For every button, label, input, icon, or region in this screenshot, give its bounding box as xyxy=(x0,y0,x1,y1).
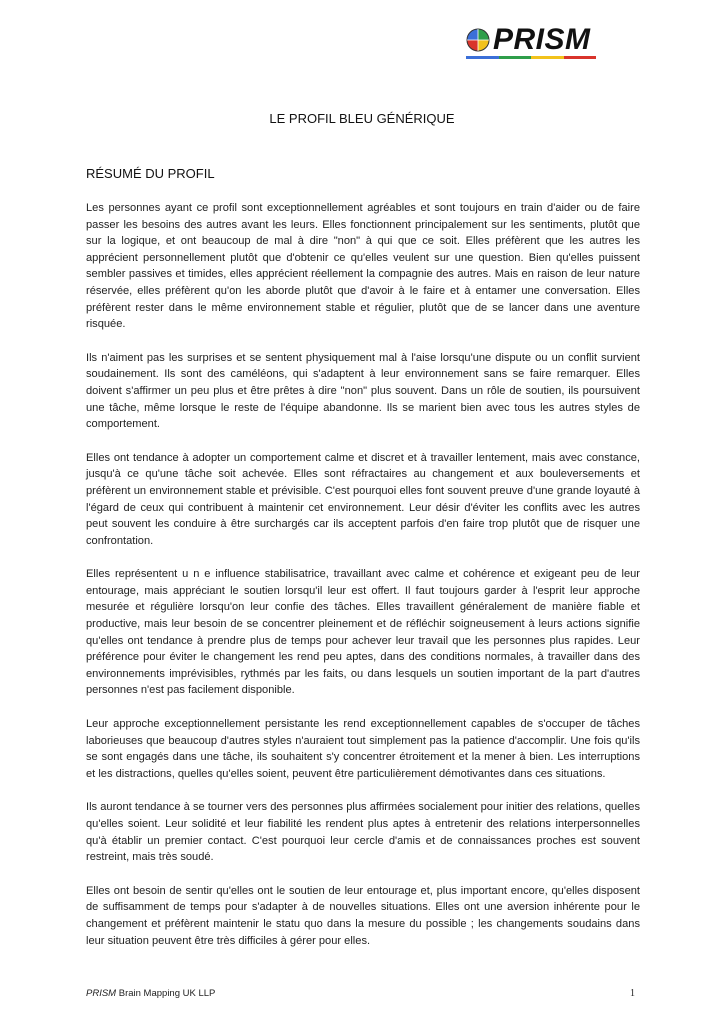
document-title: LE PROFIL BLEU GÉNÉRIQUE xyxy=(269,111,455,126)
section-title: RÉSUMÉ DU PROFIL xyxy=(86,166,215,181)
paragraph: Ils n'aiment pas les surprises et se sentent physiquement mal à l'aise lorsqu'une dispute ou un conflit survient soudainement. Ils sont des caméléons, qui s'adaptent à leur environnement sans se faire remarquer. Elles doivent s'affirmer un peu plus et être prêtes à dire "non" plus souvent. Dans un rôle de soutien, ils poursuivent une tâche, même lorsque le reste de l'équipe abandonne. Ils se marient bien avec tous les autres styles de comportement. xyxy=(86,351,640,431)
footer-brand: PRISM xyxy=(86,988,117,999)
paragraph: Elles ont besoin de sentir qu'elles ont le soutien de leur entourage et, plus important encore, qu'elles disposent de suffisamment de temps pour s'adapter à de nouvelles situations. Elles ont une aversion inhérente pour le changement et préfèrent maintenir le statu quo dans la mesure du possible ; les changements soudains dans leur situation peuvent être très difficiles à gérer pour elles. xyxy=(86,884,640,947)
brain-logo-icon xyxy=(466,28,490,52)
footer-company-name: Brain Mapping UK LLP xyxy=(116,988,216,999)
paragraph: Leur approche exceptionnellement persistante les rend exceptionnellement capables de s'occuper de tâches laborieuses que beaucoup d'autres styles n'auraient tout simplement pas la patience d'accomplir. Une fois qu'ils se sont engagés dans une tâche, ils souhaitent s'y concentrer étroitement et la mener à bien. Les interruptions et les distractions, quelles qu'elles soient, peuvent être particulièrement démotivantes dans ces situations. xyxy=(86,718,640,780)
logo-text: PRISM xyxy=(493,23,591,56)
paragraph: Elles ont tendance à adopter un comportement calme et discret et à travailler lentement, mais avec constance, jusqu'à ce qu'une tâche soit achevée. Elles sont réfractaires au changement et aux bouleversements et préfèrent un environnement stable et prévisible. C'est pourquoi elles font souvent preuve d'une grande loyauté à l'égard de ceux qui contribuent à maintenir cet environnement. Leur désir d'éviter les conflits avec les autres peut souvent les conduire à être surchargés car ils acceptent parfois d'en faire trop plutôt que de risquer une confrontation. xyxy=(86,451,640,547)
prism-logo xyxy=(466,23,596,61)
logo-color-bar xyxy=(466,56,596,59)
page-number: 1 xyxy=(630,988,635,999)
body-text xyxy=(86,200,640,966)
paragraph: Les personnes ayant ce profil sont exceptionnellement agréables et sont toujours en train d'aider ou de faire passer les besoins des autres avant les leurs. Elles fonctionnent principalement sur les sentiments, plutôt que sur la logique, et ont beaucoup de mal à dire "non" à qui que ce soit. Elles préfèrent que les autres les apprécient personnellement plutôt que d'obtenir ce qu'elles veulent sur une question. Bien qu'elles puissent sembler passives et timides, elles apprécient réellement la compagnie des autres. Mais en raison de leur nature réservée, elles préfèrent qu'on les aborde plutôt que d'avoir à le faire et à entamer une conversation. Elles préfèrent rester dans le même environnement stable et régulier, plutôt que de se lancer dans une aventure risquée. xyxy=(86,202,640,331)
paragraph: Ils auront tendance à se tourner vers des personnes plus affirmées socialement pour initier des relations, quelles qu'elles soient. Leur solidité et leur fiabilité les rendent plus aptes à entretenir des relations interpersonnelles qu'à établir un premier contact. C'est pourquoi leur cercle d'amis et de connaissances proches est souvent restreint, mais très soudé. xyxy=(86,801,640,864)
paragraph: Elles représentent u n e influence stabilisatrice, travaillant avec calme et cohérence et exigeant peu de leur entourage, mais appréciant le soutien lorsqu'il leur est offert. Il faut toujours garder à l'esprit leur approche mesurée et régulière lorsqu'on leur confie des tâches. Elles travaillent généralement de manière fiable et productive, mais leur besoin de se concentrer pleinement et de réfléchir soigneusement à leurs actions signifie qu'elles ont tendance à prendre plus de temps pour achever leur travail que les personnes plus rapides. Leur préférence pour éviter le changement les rend peu aptes, dans des conditions normales, à travailler dans des environnements imprévisibles, rythmés par les faits, ou dans lesquels un soutien important de la part d'autres personnes n'est pas facilement disponible. xyxy=(86,568,640,697)
footer-company xyxy=(86,988,215,1000)
